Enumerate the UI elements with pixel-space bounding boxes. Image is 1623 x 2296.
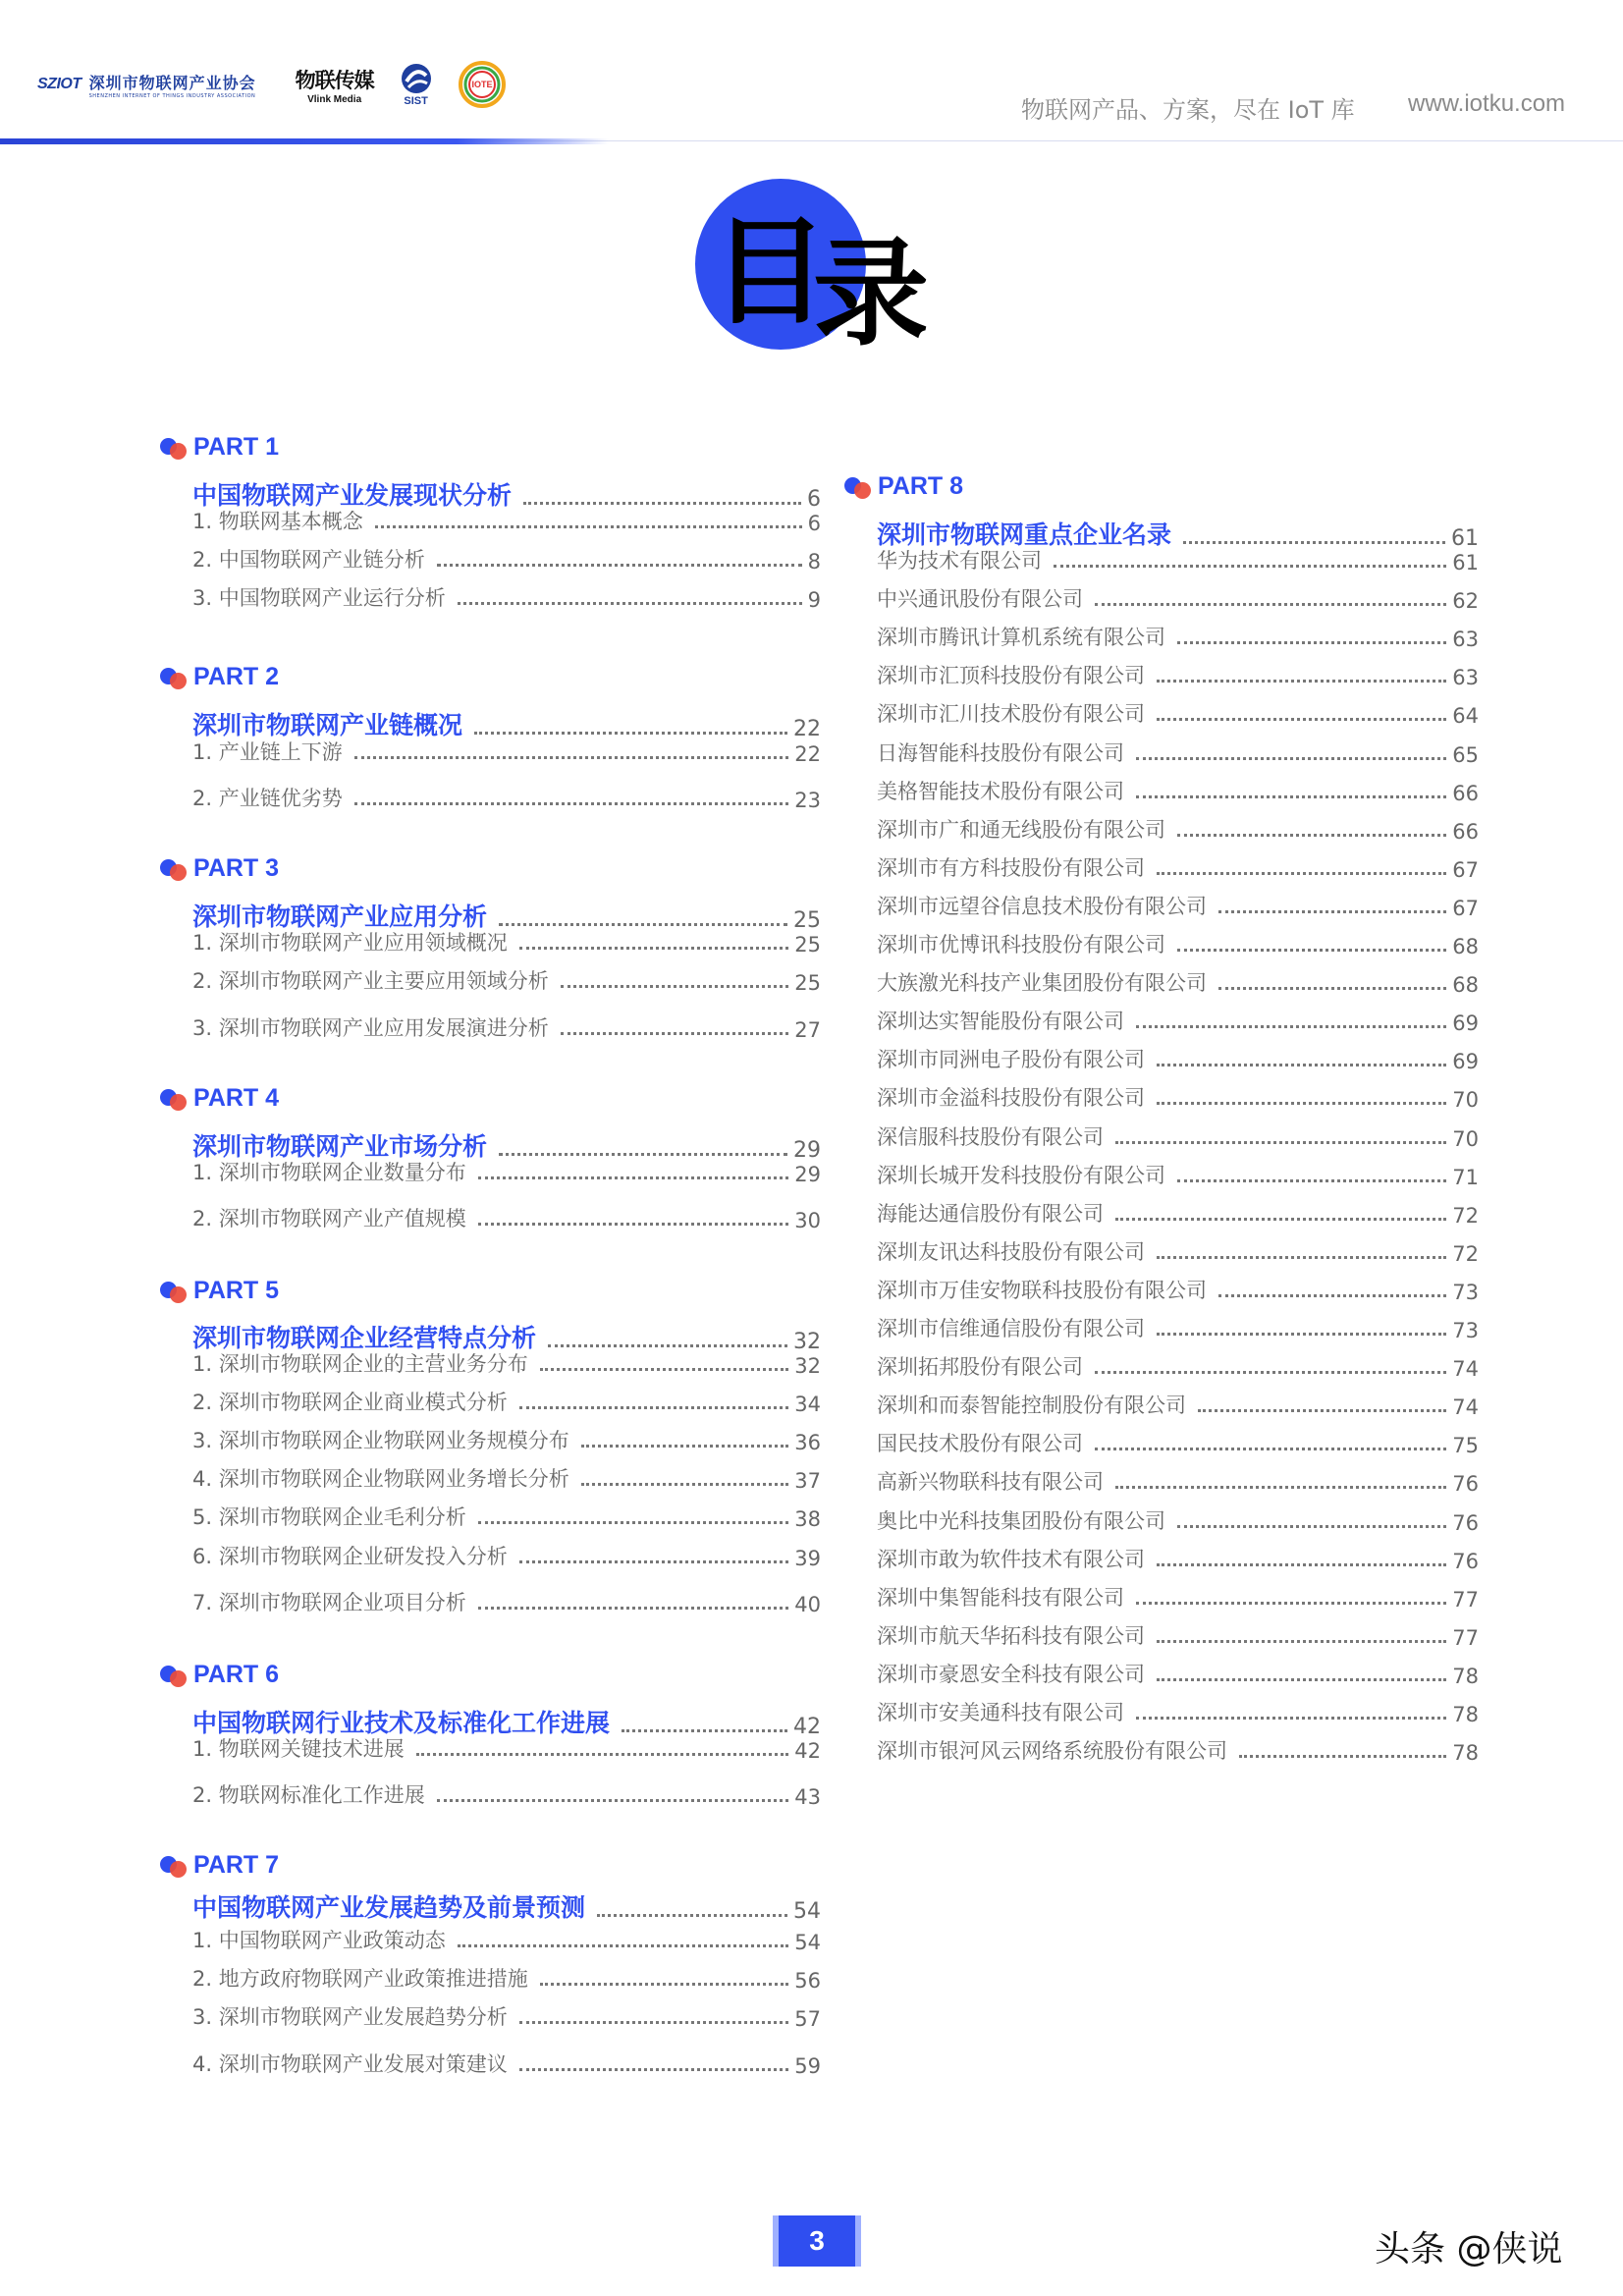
toc-company-item-label: 深圳市优博讯科技股份有限公司 xyxy=(877,933,1165,957)
dot-leader xyxy=(1177,1525,1446,1528)
toc-section-page: 25 xyxy=(793,908,821,933)
toc-company-item[interactable] xyxy=(877,1735,1479,1765)
toc-item-label: 1. 深圳市物联网企业数量分布 xyxy=(192,1161,466,1184)
toc-item[interactable] xyxy=(192,927,821,957)
dot-leader xyxy=(523,502,801,505)
header-tagline: 物联网产品、方案，尽在 IoT 库 xyxy=(1021,96,1355,124)
dot-leader xyxy=(581,1483,789,1486)
toc-item-page: 39 xyxy=(794,1547,821,1570)
toc-company-item-page: 77 xyxy=(1452,1587,1479,1612)
toc-company-item-label: 日海智能科技股份有限公司 xyxy=(877,740,1124,765)
dot-leader xyxy=(1136,1025,1446,1028)
toc-item-page: 59 xyxy=(794,2054,821,2078)
dot-leader xyxy=(1054,565,1446,568)
toc-company-item[interactable] xyxy=(877,1466,1479,1496)
toc-company-item-label: 深圳市安美通科技有限公司 xyxy=(877,1701,1124,1724)
toc-company-item-page: 69 xyxy=(1452,1050,1479,1074)
part-label: PART 5 xyxy=(193,1277,280,1304)
toc-item-label: 2. 物联网标准化工作进展 xyxy=(192,1783,425,1807)
toc-company-item-page: 76 xyxy=(1452,1510,1479,1535)
toc-company-item-page: 74 xyxy=(1452,1395,1479,1420)
toc-company-item[interactable] xyxy=(877,891,1479,920)
toc-item-label: 2. 深圳市物联网企业商业模式分析 xyxy=(192,1391,508,1414)
toc-section-label: 中国物联网产业发展现状分析 xyxy=(192,481,513,510)
part-bullet-icon xyxy=(160,1279,191,1304)
toc-section-page: 22 xyxy=(793,717,821,741)
toc-item-page: 25 xyxy=(794,933,821,957)
dot-leader xyxy=(1136,1717,1446,1720)
vlink-logo-cn: 物联传媒 xyxy=(295,68,374,92)
dot-leader xyxy=(499,923,787,926)
toc-company-item[interactable] xyxy=(877,1428,1479,1457)
szit-logo-en: SHENZHEN INTERNET OF THINGS INDUSTRY ASSOCIATION xyxy=(88,92,256,99)
toc-company-item-label: 中兴通讯股份有限公司 xyxy=(877,587,1083,612)
toc-company-item-page: 66 xyxy=(1452,781,1479,805)
toc-company-item-page: 72 xyxy=(1452,1203,1479,1228)
partner-logos xyxy=(37,61,506,108)
dot-leader xyxy=(519,1560,789,1563)
sist-emblem-icon xyxy=(400,62,433,95)
toc-company-item-page: 61 xyxy=(1452,551,1479,574)
vlink-media-logo xyxy=(296,65,374,105)
toc-company-item-page: 67 xyxy=(1452,896,1479,920)
toc-company-item[interactable] xyxy=(877,1082,1479,1112)
dot-leader xyxy=(1157,1563,1446,1566)
toc-company-item-label: 美格智能技术股份有限公司 xyxy=(877,779,1124,803)
dot-leader xyxy=(1157,718,1446,721)
toc-company-item-label: 深圳市银河风云网络系统股份有限公司 xyxy=(877,1739,1227,1764)
toc-item[interactable] xyxy=(192,1733,821,1763)
iote-logo xyxy=(459,61,506,108)
part-bullet-icon xyxy=(160,856,191,882)
toc-item[interactable] xyxy=(192,965,821,995)
page-number: 3 xyxy=(773,2215,861,2267)
dot-leader xyxy=(458,602,802,605)
toc-company-item-page: 73 xyxy=(1452,1319,1479,1342)
toc-section[interactable] xyxy=(192,1888,821,1924)
toc-company-item-label: 深圳和而泰智能控制股份有限公司 xyxy=(877,1394,1186,1418)
toc-item-label: 7. 深圳市物联网企业项目分析 xyxy=(192,1591,466,1614)
toc-section-label: 中国物联网行业技术及标准化工作进展 xyxy=(192,1709,611,1737)
toc-company-item-page: 73 xyxy=(1452,1280,1479,1304)
toc-item-label: 5. 深圳市物联网企业毛利分析 xyxy=(192,1505,466,1529)
toc-item[interactable] xyxy=(192,1425,821,1454)
toc-company-item-label: 深圳市豪恩安全科技有限公司 xyxy=(877,1662,1145,1686)
toc-company-item[interactable] xyxy=(877,583,1479,613)
dot-leader xyxy=(416,1753,789,1756)
dot-leader xyxy=(1095,1448,1446,1450)
toc-company-item[interactable] xyxy=(877,1044,1479,1073)
part-bullet-icon xyxy=(160,1663,191,1688)
toc-item[interactable] xyxy=(192,544,821,574)
toc-company-item-page: 63 xyxy=(1452,628,1479,652)
toc-company-item-label: 国民技术股份有限公司 xyxy=(877,1432,1083,1456)
part-bullet-icon xyxy=(160,1853,191,1879)
toc-section-label: 深圳市物联网产业链概况 xyxy=(192,711,463,739)
toc-company-item-page: 64 xyxy=(1452,704,1479,729)
toc-company-item[interactable] xyxy=(877,1659,1479,1688)
toc-company-item[interactable] xyxy=(877,967,1479,997)
toc-section-page: 32 xyxy=(793,1330,821,1354)
dot-leader xyxy=(478,1176,789,1179)
toc-item-label: 3. 深圳市物联网企业物联网业务规模分布 xyxy=(192,1429,569,1452)
toc-company-item[interactable] xyxy=(877,1620,1479,1650)
szit-logo-name: 深圳市物联网产业协会 xyxy=(88,73,256,92)
toc-item-label: 1. 物联网关键技术进展 xyxy=(192,1737,405,1761)
toc-company-item-page: 78 xyxy=(1452,1703,1479,1726)
dot-leader xyxy=(474,732,787,735)
toc-item-label: 6. 深圳市物联网企业研发投入分析 xyxy=(192,1545,508,1568)
toc-company-item-label: 深圳长城开发科技股份有限公司 xyxy=(877,1163,1165,1187)
dot-leader xyxy=(622,1729,787,1732)
toc-company-item[interactable] xyxy=(877,1198,1479,1228)
part-label: PART 8 xyxy=(878,472,964,500)
toc-company-item[interactable] xyxy=(877,1160,1479,1189)
toc-item[interactable] xyxy=(192,1541,821,1570)
header-divider xyxy=(0,137,1623,145)
dot-leader xyxy=(540,1368,789,1371)
toc-company-item-label: 深圳中集智能科技有限公司 xyxy=(877,1585,1124,1610)
toc-company-item-label: 华为技术有限公司 xyxy=(877,549,1042,573)
toc-section-page: 42 xyxy=(793,1715,821,1739)
dot-leader xyxy=(354,756,789,759)
toc-company-item-page: 65 xyxy=(1452,742,1479,767)
toc-section-page: 29 xyxy=(793,1138,821,1163)
toc-item[interactable] xyxy=(192,783,821,812)
toc-section-page: 61 xyxy=(1451,526,1479,551)
dot-leader xyxy=(519,2021,789,2024)
toc-item-page: 36 xyxy=(794,1431,821,1454)
toc-company-item-page: 69 xyxy=(1452,1011,1479,1036)
toc-item-label: 2. 中国物联网产业链分析 xyxy=(192,548,425,572)
dot-leader xyxy=(581,1445,789,1448)
toc-item[interactable] xyxy=(192,737,821,766)
toc-company-item[interactable] xyxy=(877,1582,1479,1612)
toc-item-label: 2. 地方政府物联网产业政策推进措施 xyxy=(192,1967,528,1991)
toc-item[interactable] xyxy=(192,1925,821,1954)
toc-item[interactable] xyxy=(192,1348,821,1378)
toc-item-label: 1. 产业链上下游 xyxy=(192,740,343,764)
part-bullet-icon xyxy=(844,474,876,500)
dot-leader xyxy=(1157,1102,1446,1105)
toc-company-item[interactable] xyxy=(877,1544,1479,1573)
dot-leader xyxy=(1157,680,1446,683)
part-bullet-icon xyxy=(160,1086,191,1112)
toc-company-item-page: 70 xyxy=(1452,1088,1479,1113)
dot-leader xyxy=(478,1607,789,1610)
dot-leader xyxy=(540,1983,789,1986)
toc-item-label: 2. 深圳市物联网产业主要应用领域分析 xyxy=(192,969,549,993)
part-label: PART 3 xyxy=(193,854,280,882)
toc-section-label: 中国物联网产业发展趋势及前景预测 xyxy=(192,1893,586,1922)
toc-company-item-label: 深圳市腾讯计算机系统有限公司 xyxy=(877,626,1165,650)
toc-company-item[interactable] xyxy=(877,852,1479,882)
page-header xyxy=(0,0,1623,147)
dot-leader xyxy=(561,1032,789,1035)
toc-section-page: 54 xyxy=(793,1899,821,1924)
dot-leader xyxy=(1177,1179,1446,1182)
toc-item-label: 1. 深圳市物联网企业的主营业务分布 xyxy=(192,1352,528,1376)
part-bullet-icon xyxy=(160,435,191,461)
toc-company-item-label: 深圳市万佳安物联科技股份有限公司 xyxy=(877,1278,1207,1302)
toc-section-label: 深圳市物联网产业市场分析 xyxy=(192,1132,488,1161)
toc-company-item-label: 奥比中光科技集团股份有限公司 xyxy=(877,1508,1165,1533)
toc-item-page: 6 xyxy=(807,512,821,535)
toc-company-item[interactable] xyxy=(877,660,1479,689)
szit-logo xyxy=(37,71,256,99)
toc-item-label: 3. 深圳市物联网产业发展趋势分析 xyxy=(192,2005,508,2029)
dot-leader xyxy=(1157,1333,1446,1336)
toc-company-item[interactable] xyxy=(877,1697,1479,1726)
toc-item-page: 42 xyxy=(794,1739,821,1763)
toc-item[interactable] xyxy=(192,1502,821,1531)
dot-leader xyxy=(1218,1294,1446,1297)
dot-leader xyxy=(1177,834,1446,837)
dot-leader xyxy=(1177,641,1446,644)
part-heading xyxy=(160,1084,279,1113)
dot-leader xyxy=(519,2068,789,2071)
dot-leader xyxy=(458,1944,789,1947)
dot-leader xyxy=(354,802,789,805)
dot-leader xyxy=(478,1521,789,1524)
toc-company-item-page: 70 xyxy=(1452,1126,1479,1151)
toc-company-item[interactable] xyxy=(877,622,1479,651)
toc-company-item-page: 71 xyxy=(1452,1165,1479,1189)
toc-company-item-page: 78 xyxy=(1452,1664,1479,1688)
dot-leader xyxy=(1115,1141,1446,1144)
toc-company-item-page: 68 xyxy=(1452,973,1479,998)
toc-item[interactable] xyxy=(192,1587,821,1616)
toc-item-label: 3. 中国物联网产业运行分析 xyxy=(192,586,446,610)
toc-section-label: 深圳市物联网产业应用分析 xyxy=(192,902,488,931)
iote-logo-text: IOTE xyxy=(471,80,493,89)
toc-company-item-label: 深圳市敢为软件技术有限公司 xyxy=(877,1547,1145,1571)
toc-item-label: 4. 深圳市物联网企业物联网业务增长分析 xyxy=(192,1467,569,1491)
toc-item-page: 32 xyxy=(794,1354,821,1378)
toc-company-item[interactable] xyxy=(877,1006,1479,1035)
toc-section-label: 深圳市物联网重点企业名录 xyxy=(877,520,1172,549)
part-heading xyxy=(160,1661,279,1689)
dot-leader xyxy=(1198,1409,1446,1412)
toc-company-item[interactable] xyxy=(877,738,1479,767)
toc-company-item-page: 72 xyxy=(1452,1241,1479,1266)
dot-leader xyxy=(1136,757,1446,760)
dot-leader xyxy=(519,1406,789,1409)
part-heading xyxy=(160,433,279,462)
toc-company-item[interactable] xyxy=(877,1121,1479,1151)
dot-leader xyxy=(437,1799,789,1802)
toc-company-item[interactable] xyxy=(877,929,1479,958)
page-title xyxy=(687,175,962,361)
toc-company-item-label: 深圳达实智能股份有限公司 xyxy=(877,1010,1124,1034)
toc-company-item-page: 78 xyxy=(1452,1741,1479,1766)
toc-company-item-label: 大族激光科技产业集团股份有限公司 xyxy=(877,971,1207,996)
title-char-2: 录 xyxy=(813,226,930,361)
toc-company-item-label: 深圳市汇川技术股份有限公司 xyxy=(877,702,1145,727)
dot-leader xyxy=(1136,1602,1446,1605)
toc-company-item[interactable] xyxy=(877,545,1479,574)
toc-item-page: 40 xyxy=(794,1593,821,1616)
toc-company-item-label: 深圳市金溢科技股份有限公司 xyxy=(877,1086,1145,1111)
part-label: PART 7 xyxy=(193,1851,280,1879)
dot-leader xyxy=(1095,1371,1446,1374)
szit-logo-mark: SZIOT xyxy=(37,76,81,92)
toc-item[interactable] xyxy=(192,1203,821,1232)
toc-item[interactable] xyxy=(192,1387,821,1416)
toc-item-page: 38 xyxy=(794,1507,821,1531)
toc-item-page: 27 xyxy=(794,1018,821,1042)
toc-company-item[interactable] xyxy=(877,1390,1479,1419)
part-label: PART 2 xyxy=(193,663,280,690)
dot-leader xyxy=(478,1223,789,1226)
toc-item[interactable] xyxy=(192,1963,821,1993)
toc-item-page: 54 xyxy=(794,1931,821,1954)
dot-leader xyxy=(499,1153,787,1156)
dot-leader xyxy=(1177,949,1446,952)
sist-logo-en: SIST xyxy=(404,95,428,107)
toc-item-page: 30 xyxy=(794,1209,821,1232)
toc-item-page: 29 xyxy=(794,1163,821,1186)
dot-leader xyxy=(1157,1640,1446,1643)
toc-company-item-page: 77 xyxy=(1452,1625,1479,1650)
dot-leader xyxy=(1157,1256,1446,1259)
dot-leader xyxy=(1095,603,1446,606)
toc-item[interactable] xyxy=(192,506,821,535)
toc-company-item[interactable] xyxy=(877,1313,1479,1342)
toc-item-label: 1. 深圳市物联网产业应用领域概况 xyxy=(192,931,508,955)
part-heading xyxy=(844,472,963,501)
toc-company-item-label: 深圳拓邦股份有限公司 xyxy=(877,1355,1083,1380)
dot-leader xyxy=(1115,1218,1446,1221)
dot-leader xyxy=(548,1344,787,1347)
toc-company-item-label: 深圳市信维通信股份有限公司 xyxy=(877,1317,1145,1340)
watermark: 头条 @侠说 xyxy=(1375,2229,1563,2269)
toc-company-item[interactable] xyxy=(877,1275,1479,1304)
toc-company-item-page: 62 xyxy=(1452,589,1479,614)
toc-item[interactable] xyxy=(192,1012,821,1042)
toc-company-item[interactable] xyxy=(877,1351,1479,1381)
dot-leader xyxy=(375,525,802,528)
toc-company-item[interactable] xyxy=(877,776,1479,805)
title-char-1: 目 xyxy=(712,204,829,340)
toc-item-page: 37 xyxy=(794,1469,821,1493)
vlink-logo-en: Vlink Media xyxy=(307,93,362,105)
dot-leader xyxy=(561,985,789,988)
toc-item-label: 4. 深圳市物联网产业发展对策建议 xyxy=(192,2052,508,2076)
toc-item-page: 9 xyxy=(807,588,821,612)
toc-company-item-page: 63 xyxy=(1452,666,1479,690)
toc-item-page: 57 xyxy=(794,2007,821,2031)
toc-item-label: 2. 深圳市物联网产业产值规模 xyxy=(192,1207,466,1230)
toc-item-page: 8 xyxy=(807,550,821,574)
toc-company-item-label: 深圳友讯达科技股份有限公司 xyxy=(877,1239,1145,1264)
toc-company-item-label: 深圳市汇顶科技股份有限公司 xyxy=(877,664,1145,688)
toc-company-item-label: 海能达通信股份有限公司 xyxy=(877,1201,1104,1226)
part-label: PART 1 xyxy=(193,433,280,461)
toc-item[interactable] xyxy=(192,582,821,612)
toc-company-item-label: 深圳市广和通无线股份有限公司 xyxy=(877,817,1165,842)
toc-company-item[interactable] xyxy=(877,1236,1479,1266)
dot-leader xyxy=(1115,1486,1446,1489)
toc-company-item-page: 74 xyxy=(1452,1357,1479,1382)
part-label: PART 6 xyxy=(193,1661,280,1688)
toc-company-item-page: 76 xyxy=(1452,1549,1479,1573)
toc-item-label: 1. 物联网基本概念 xyxy=(192,510,363,533)
part-bullet-icon xyxy=(160,665,191,690)
dot-leader xyxy=(1239,1755,1446,1758)
sist-logo xyxy=(400,62,433,107)
toc-section-label: 深圳市物联网企业经营特点分析 xyxy=(192,1324,537,1352)
toc-company-item-label: 深信服科技股份有限公司 xyxy=(877,1124,1104,1149)
toc-company-item-page: 75 xyxy=(1452,1434,1479,1458)
toc-company-item[interactable] xyxy=(877,1505,1479,1535)
toc-item[interactable] xyxy=(192,1463,821,1493)
dot-leader xyxy=(1218,910,1446,913)
toc-item[interactable] xyxy=(192,1157,821,1186)
toc-item-page: 34 xyxy=(794,1393,821,1416)
toc-company-item-label: 高新兴物联科技有限公司 xyxy=(877,1470,1104,1495)
part-heading xyxy=(160,854,279,883)
iote-emblem-icon xyxy=(459,61,506,108)
dot-leader xyxy=(1157,872,1446,875)
toc-company-item[interactable] xyxy=(877,698,1479,728)
toc-item[interactable] xyxy=(192,1779,821,1809)
toc-item-label: 1. 中国物联网产业政策动态 xyxy=(192,1929,446,1952)
toc-item-page: 22 xyxy=(794,742,821,766)
dot-leader xyxy=(1218,987,1446,990)
toc-company-item-label: 深圳市有方科技股份有限公司 xyxy=(877,855,1145,880)
toc-item-page: 23 xyxy=(794,789,821,812)
toc-item-label: 2. 产业链优劣势 xyxy=(192,787,343,810)
part-heading xyxy=(160,663,279,691)
toc-company-item-page: 76 xyxy=(1452,1472,1479,1497)
toc-section-page: 6 xyxy=(807,487,821,512)
dot-leader xyxy=(1157,1678,1446,1681)
toc-company-item-page: 67 xyxy=(1452,857,1479,882)
toc-company-item[interactable] xyxy=(877,814,1479,844)
toc-company-item-label: 深圳市远望谷信息技术股份有限公司 xyxy=(877,894,1207,918)
dot-leader xyxy=(1183,541,1445,544)
part-heading xyxy=(160,1277,279,1305)
toc-item-label: 3. 深圳市物联网产业应用发展演进分析 xyxy=(192,1016,549,1040)
part-heading xyxy=(160,1851,279,1880)
toc-company-item-label: 深圳市同洲电子股份有限公司 xyxy=(877,1048,1145,1072)
toc-item[interactable] xyxy=(192,2001,821,2031)
toc-company-item-page: 68 xyxy=(1452,935,1479,958)
dot-leader xyxy=(1157,1064,1446,1066)
toc-company-item-page: 66 xyxy=(1452,819,1479,844)
dot-leader xyxy=(1136,795,1446,798)
dot-leader xyxy=(437,564,802,567)
header-site-url[interactable]: www.iotku.com xyxy=(1408,90,1566,117)
part-label: PART 4 xyxy=(193,1084,280,1112)
dot-leader xyxy=(597,1914,787,1917)
toc-company-item-label: 深圳市航天华拓科技有限公司 xyxy=(877,1623,1145,1648)
toc-item-page: 56 xyxy=(794,1969,821,1993)
toc-item-page: 43 xyxy=(794,1785,821,1809)
toc-item-page: 25 xyxy=(794,971,821,995)
dot-leader xyxy=(519,947,789,950)
toc-item[interactable] xyxy=(192,2049,821,2078)
